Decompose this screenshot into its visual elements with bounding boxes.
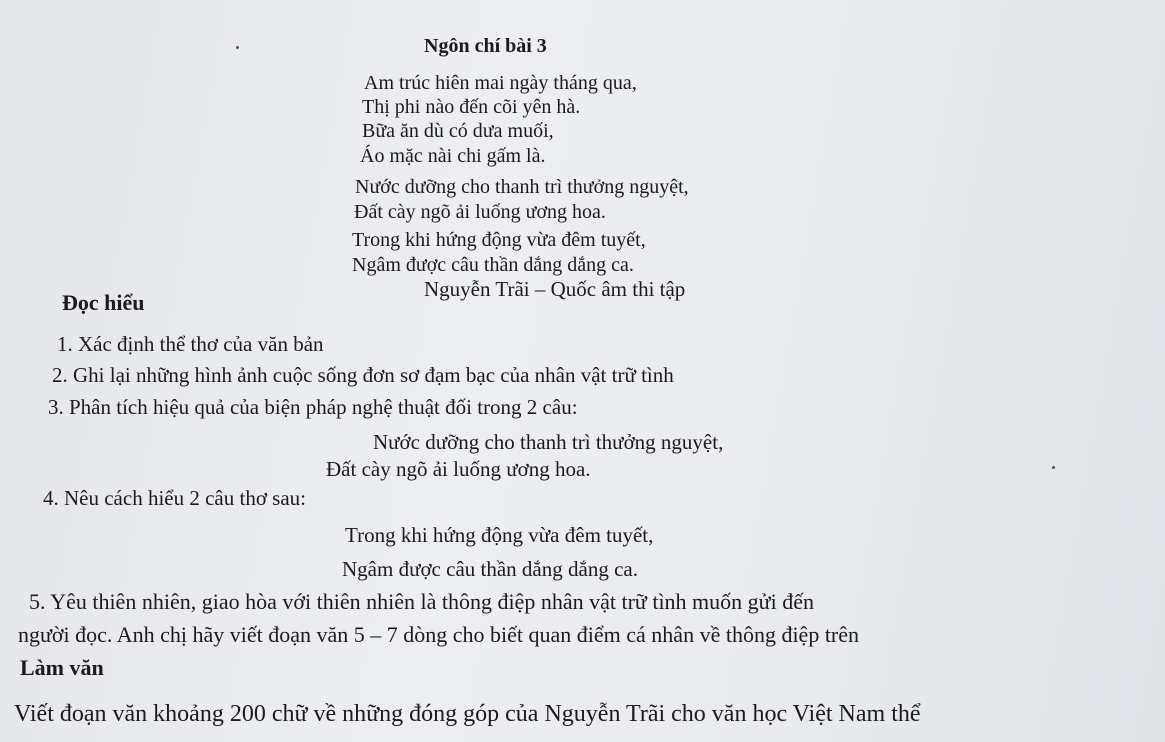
poem-line-5: Nước dưỡng cho thanh trì thưởng nguyệt, [355,176,689,198]
poem-line-7: Trong khi hứng động vừa đêm tuyết, [352,229,646,251]
poem-line-2: Thị phi nào đến cõi yên hà. [362,96,581,118]
question-1: 1. Xác định thể thơ của văn bản [57,332,324,356]
question-4: 4. Nêu cách hiểu 2 câu thơ sau: [43,486,307,510]
poem-line-6: Đất cày ngõ ải luống ương hoa. [354,201,606,223]
reading-heading: Đọc hiểu [62,290,145,315]
poem-title: Ngôn chí bài 3 [424,35,547,57]
question-2: 2. Ghi lại những hình ảnh cuộc sống đơn sơ đạm bạc của nhân vật trữ tình [52,363,674,387]
question-3: 3. Phân tích hiệu quả của biện pháp nghệ thuật đối trong 2 câu: [48,395,578,419]
poem-line-1: Am trúc hiên mai ngày tháng qua, [364,72,637,94]
poem-line-8: Ngâm được câu thần dắng dắng ca. [352,254,634,276]
question-5-line-2: người đọc. Anh chị hãy viết đoạn văn 5 – 7 dòng cho biết quan điểm cá nhân về thông điệp trên [18,622,860,647]
poem-line-3: Bữa ăn dù có dưa muối, [362,120,554,142]
quote-1-line-2: Đất cày ngõ ải luống ương hoa. [326,457,591,481]
paper-speck [1052,466,1055,469]
paper-speck [236,46,239,49]
writing-heading: Làm văn [20,655,104,680]
quote-1-line-1: Nước dưỡng cho thanh trì thưởng nguyệt, [373,430,724,454]
poem-line-4: Áo mặc nài chi gấm là. [360,145,546,167]
quote-2-line-1: Trong khi hứng động vừa đêm tuyết, [345,523,654,547]
writing-prompt: Viết đoạn văn khoảng 200 chữ về những đóng góp của Nguyễn Trãi cho văn học Việt Nam thể [14,701,921,727]
question-5-line-1: 5. Yêu thiên nhiên, giao hòa với thiên nhiên là thông điệp nhân vật trữ tình muốn gửi đến [29,589,814,614]
poem-source: Nguyễn Trãi – Quốc âm thi tập [424,277,686,301]
quote-2-line-2: Ngâm được câu thần dắng dắng ca. [342,557,638,581]
